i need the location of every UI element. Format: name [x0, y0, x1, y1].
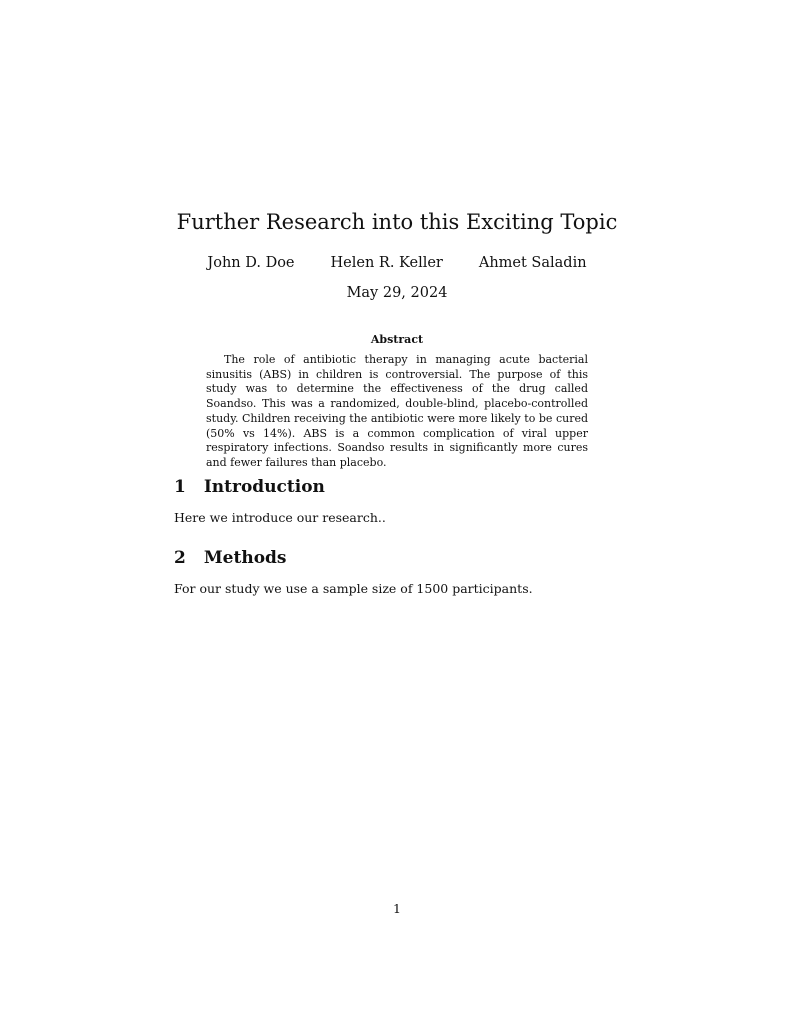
- abstract-heading: Abstract: [370, 333, 424, 346]
- paper-date: May 29, 2024: [346, 285, 448, 301]
- author-list: [0, 253, 794, 273]
- section-number: 1: [174, 477, 186, 497]
- author-name: Ahmet Saladin: [478, 255, 587, 271]
- page-number: 1: [393, 901, 401, 916]
- author-name: Helen R. Keller: [330, 255, 443, 271]
- section-title: Methods: [203, 548, 287, 568]
- section-heading-methods: [174, 547, 287, 569]
- section-heading-introduction: [174, 476, 325, 498]
- section-number: 2: [174, 548, 186, 568]
- section-title: Introduction: [203, 477, 325, 497]
- section-text-methods: For our study we use a sample size of 1500 participants.: [174, 581, 533, 596]
- author-name: John D. Doe: [207, 255, 295, 271]
- abstract-text: The role of antibiotic therapy in managing acute bacterial sinusitis (ABS) in children is controversial. The purpose of this study was to determine the effectiveness of the drug called Soandso. This was a randomized, double-blind, placebo-controlled study. Children receiving the antibiotic were more likely to be cured (50% vs 14%). ABS is a common complication of viral upper respiratory infections. Soandso results in significantly more cures and fewer failures than placebo.: [206, 353, 588, 469]
- section-text-introduction: Here we introduce our research..: [174, 510, 386, 525]
- paper-title: Further Research into this Exciting Topic: [176, 210, 618, 234]
